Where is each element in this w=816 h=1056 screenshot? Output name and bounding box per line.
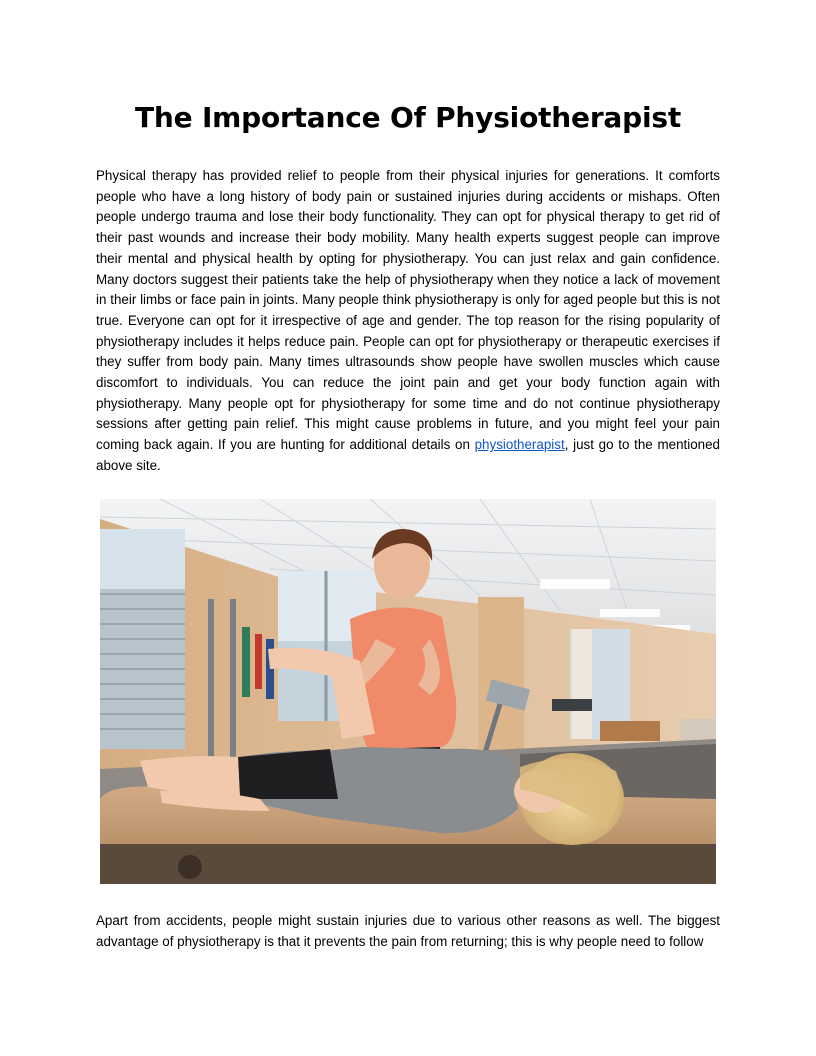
body-paragraph-1 — [96, 166, 720, 477]
paragraph-1-text-after-link: , just go to the mentioned above site. — [96, 437, 720, 473]
physiotherapy-photo — [100, 499, 716, 884]
physiotherapist-link[interactable]: physiotherapist — [474, 437, 565, 453]
body-paragraph-2: Apart from accidents, people might sustain injuries due to various other reasons as well. The biggest advantage of physiotherapy is that it prevents the pain from returning; this is why people need to follow — [96, 913, 720, 949]
paragraph-1-text-before-link: Physical therapy has provided relief to people from their physical injuries for generations. It comforts people who have a long history of body pain or sustained injuries during accidents or mishaps. Often people undergo trauma and lose their body functionality. They can opt for physical therapy to get rid of their past wounds and increase their body mobility. Many health experts suggest people can improve their mental and physical health by opting for physiotherapy. You can just relax and gain confidence. Many doctors suggest their patients take the help of physiotherapy when they notice a lack of movement in their limbs or face pain in joints. Many people think physiotherapy is only for aged people but this is not true. Everyone can opt for it irrespective of age and gender. The top reason for the rising popularity of physiotherapy includes it helps reduce pain. People can opt for physiotherapy or therapeutic exercises if they suffer from body pain. Many times ultrasounds show people have swollen muscles which cause discomfort to individuals. You can reduce the joint pain and get your body function again with physiotherapy. Many people opt for physiotherapy for some time and do not continue physiotherapy sessions after getting pain relief. This might cause problems in future, and you might feel your pain coming back again. If you are hunting for additional details on — [96, 168, 720, 453]
page-title: The Importance Of Physiotherapist — [134, 101, 682, 134]
